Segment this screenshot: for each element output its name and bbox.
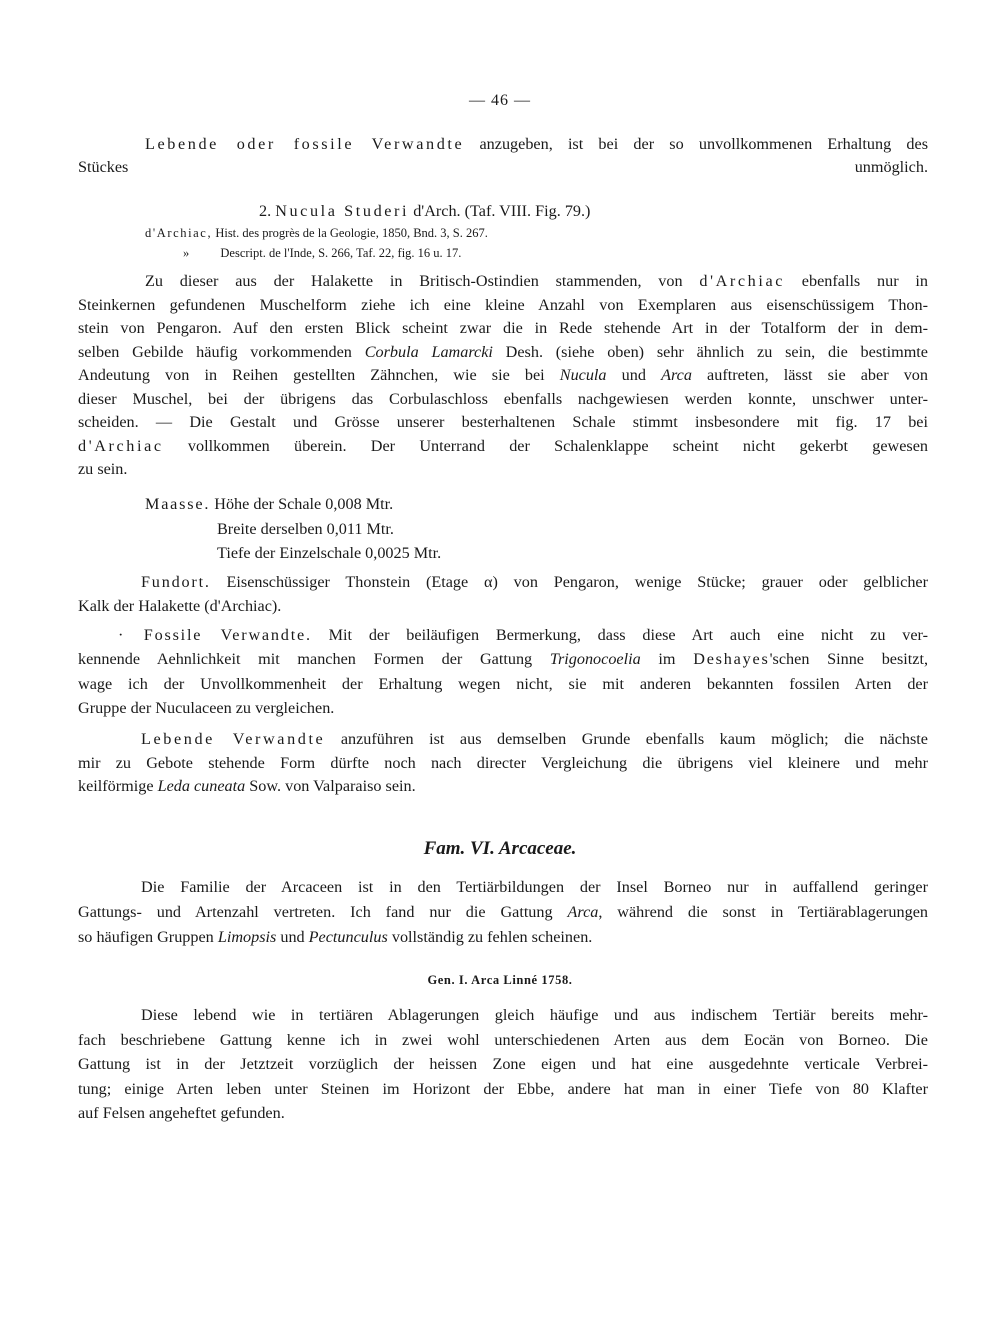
text-line (141, 572, 928, 592)
species-plate: (Taf. VIII. Fig. 79.) (464, 202, 591, 220)
spaced-term: Deshayes (693, 650, 770, 669)
text-line (78, 459, 127, 479)
text-line (145, 271, 928, 291)
text-run: scheiden. — Die Gestalt und Grösse unserer besterhaltenen Schale stimmt insbesondere mit fig. 17 bei (78, 413, 928, 431)
text-line (78, 1103, 285, 1123)
measurement-value: Höhe der Schale 0,008 Mtr. (214, 495, 394, 513)
text-run: Die Familie der Arcaceen ist in den Tertiärbildungen der Insel Borneo nur in auffallend geringer (141, 878, 928, 896)
text-run: auf Felsen angeheftet gefunden. (78, 1104, 285, 1122)
measurement-row: Tiefe der Einzelschale 0,0025 Mtr. (217, 544, 442, 562)
text-line (78, 1054, 928, 1074)
text-line (78, 776, 416, 796)
taxon-name: Arca (567, 903, 599, 921)
text-line (78, 365, 928, 385)
text-run: kennende Aehnlichkeit mit manchen Formen der Gattung (78, 650, 550, 669)
text-run: Gattung ist in der Jetztzeit vorzüglich der heissen Zone eigen und hat eine ausgedehnte verticale Verbrei- (78, 1055, 928, 1073)
text-line (145, 134, 928, 154)
measurement-label: Maasse. (145, 495, 211, 513)
reference-text: Descript. de l'Inde, S. 266, Taf. 22, fig. 16 u. 17. (220, 246, 462, 260)
text-run: stein von Pengaron. Auf den ersten Blick scheint zwar die in Rede stehende Art in der Totalform der in dem- (78, 319, 928, 337)
species-author: d'Arch. (413, 202, 461, 220)
text-run: Andeutung von in Reihen gestellten Zähnchen, wie sie bei (78, 366, 560, 384)
page-number: — 46 — (469, 92, 531, 109)
text-run: und (276, 928, 309, 946)
spaced-term: Lebende Verwandte (141, 730, 326, 748)
text-line (78, 927, 592, 947)
text-line (141, 729, 928, 749)
text-run: zu sein. (78, 460, 128, 478)
text-run: 'schen Sinne besitzt, (769, 650, 928, 669)
text-run: Stückes unmöglich. (78, 158, 928, 176)
text-run: Steinkernen gefundenen Muschelform ziehe ich eine kleine Anzahl von Exemplaren aus eisenschüssigem Thon- (78, 295, 928, 314)
text-run: auftreten, lässt sie aber von (691, 366, 928, 384)
reference-text: Hist. des progrès de la Geologie, 1850, Bnd. 3, S. 267. (212, 226, 488, 240)
genus-heading: Gen. I. Arca Linné 1758. (427, 973, 573, 987)
text-line (78, 902, 928, 922)
taxon-name: Leda cuneata (157, 777, 246, 795)
text-line (78, 698, 334, 718)
text-line (78, 1030, 928, 1050)
taxon-name: Nucula (559, 366, 607, 384)
text-run: , während die sonst in Tertiärablagerungen (598, 903, 928, 921)
text-line (78, 389, 928, 409)
taxon-name: Pectunculus (308, 928, 388, 946)
text-run: Mit der beiläufigen Bermerkung, dass diese Art auch eine nicht zu ver- (311, 626, 928, 644)
taxon-name: Limopsis (217, 928, 277, 946)
spaced-term: Fundort. (141, 573, 211, 591)
text-line (118, 625, 928, 645)
reference-ditto-mark: » (183, 246, 190, 260)
spaced-term: d'Archiac (699, 272, 786, 290)
text-run: keilförmige (78, 777, 158, 795)
taxon-name: Trigonocoelia (549, 650, 641, 669)
text-run: Sow. von Valparaiso sein. (245, 777, 416, 795)
text-line (78, 412, 928, 432)
text-line (78, 318, 928, 338)
text-line (78, 295, 928, 315)
text-run: wage ich der Unvollkommenheit der Erhaltung wegen nicht, sie mit anderen bekannten fossilen Arten der (78, 674, 928, 693)
text-run: Eisenschüssiger Thonstein (Etage α) von Pengaron, wenige Stücke; grauer oder gelblicher (210, 573, 928, 591)
spaced-term: Lebende oder fossile Verwandte (145, 135, 465, 153)
text-line (78, 753, 928, 773)
text-run: vollkommen überein. Der Unterrand der Schalenklappe scheint nicht gekerbt gewesen (163, 436, 928, 455)
reference-line (145, 226, 488, 241)
species-name: Nucula Studeri (275, 202, 410, 220)
spaced-term: · Fossile Verwandte. (118, 626, 312, 644)
taxon-name: Corbula Lamarcki (364, 342, 493, 361)
text-run: Kalk der Halakette (d'Archiac). (78, 597, 282, 615)
reference-author: d'Archiac, (145, 226, 213, 240)
text-run: anzugeben, ist bei der so unvollkommenen Erhaltung des (464, 135, 928, 153)
text-run: selben Gebilde häufig vorkommenden (78, 342, 365, 361)
species-title (259, 201, 590, 221)
text-run: und (606, 366, 662, 384)
text-run: Zu dieser aus der Halakette in Britisch-Ostindien stammenden, von (145, 272, 700, 290)
text-run: dieser Muschel, bei der übrigens das Corbulaschloss ebenfalls nachgewiesen werden konnte, unschwer unter- (78, 389, 928, 408)
family-heading: Fam. VI. Arcaceae. (423, 838, 577, 859)
text-line (78, 674, 928, 694)
text-run: mir zu Gebote stehende Form dürfte noch nach directer Vergleichung die übrigens viel kleinere und mehr (78, 753, 928, 772)
reference-line (183, 246, 461, 261)
text-line (78, 596, 281, 616)
text-run: Gruppe der Nuculaceen zu vergleichen. (78, 698, 335, 717)
text-run: Gattungs- und Artenzahl vertreten. Ich fand nur die Gattung (78, 903, 568, 921)
measurement-row: Breite derselben 0,011 Mtr. (217, 520, 394, 538)
text-line (78, 342, 928, 362)
text-line (78, 157, 928, 177)
text-line (78, 1079, 928, 1099)
text-run: anzuführen ist aus demselben Grunde ebenfalls kaum möglich; die nächste (325, 730, 928, 748)
measurement-row (145, 494, 393, 514)
text-run: tung; einige Arten leben unter Steinen im Horizont der Ebbe, andere hat man in einer Tiefe von 80 Klafter (78, 1079, 928, 1098)
text-run: Desh. (siehe oben) sehr ähnlich zu sein, die bestimmte (492, 342, 928, 361)
text-run: fach beschriebene Gattung kenne ich in zwei wohl unterschiedenen Arten aus dem Eocän von Borneo. Die (78, 1030, 928, 1049)
text-run: ebenfalls nur in (785, 272, 928, 290)
text-line (78, 649, 928, 669)
text-run: so häufigen Gruppen (78, 928, 218, 946)
text-run: Diese lebend wie in tertiären Ablagerungen gleich häufige und aus indischem Tertiär bereits mehr- (141, 1006, 928, 1024)
spaced-term: d'Archiac (78, 436, 164, 455)
text-line (141, 1005, 928, 1025)
text-line (78, 436, 928, 456)
taxon-name: Arca (661, 366, 692, 384)
text-run: im (640, 650, 694, 669)
text-line (141, 877, 928, 897)
species-number: 2. (259, 202, 272, 220)
text-run: vollständig zu fehlen scheinen. (387, 928, 593, 946)
